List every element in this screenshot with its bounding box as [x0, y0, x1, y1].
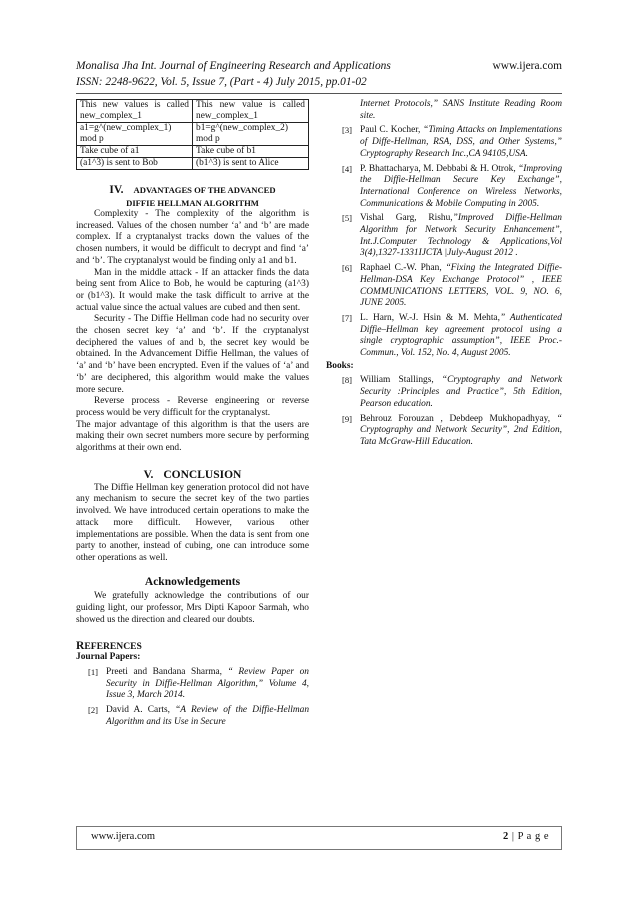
reference-item [330, 313, 562, 360]
reference-item [76, 705, 309, 728]
paragraph-reverse: Reverse process - Reverse engineering or reverse process would be very difficult for the cryptanalyst. [76, 396, 309, 418]
reference-item [330, 125, 562, 160]
paragraph-security: Security - The Diffie Hellman code had no security over the chosen secret key ‘a’ and ‘b’. If the cryptanalyst deciphered the values of and b, the secret key would be obtained. In the Advancement Diffie Hellman, the values of ‘a’ and ‘b’ have been encrypted. Even if the values of ‘a’ and ‘b’ are deciphered, this algorithm would make the values more secure. [76, 314, 309, 395]
reference-number: [3] [341, 125, 353, 136]
table-cell: (b1^3) is sent to Alice [193, 158, 309, 170]
page-number: 2 [503, 831, 509, 842]
key-table [76, 99, 309, 170]
table-cell: Take cube of a1 [77, 146, 193, 158]
reference-item [330, 263, 562, 310]
references-heading [76, 641, 309, 653]
section-5-heading [76, 469, 309, 481]
journal-site[interactable]: www.ijera.com [492, 60, 562, 72]
page-number-label [503, 831, 549, 842]
reference-continuation [330, 99, 562, 122]
reference-number: [8] [341, 375, 353, 386]
paragraph-advantage: The major advantage of this algorithm is that the users are making their own secret numbers more secure by performing algorithms at their own end. [76, 419, 309, 454]
reference-item [330, 375, 562, 410]
reference-continuation-text: Internet Protocols,” SANS Institute Reading Room site. [360, 99, 562, 121]
section-5-title: CONCLUSION [163, 468, 242, 481]
journal-name: Monalisa Jha Int. Journal of Engineering Research and Applications [76, 60, 391, 72]
reference-authors: Raphael C.-W. Phan, [360, 263, 446, 274]
acknowledgements-heading: Acknowledgements [144, 575, 241, 588]
paragraph-mitm: Man in the middle attack - If an attacker finds the data being sent from Alice to Bob, he would be capturing (a1^3) or (b1^3). It would make the task difficult to arrive at the actual value since the actual values are cubed and then sent. [76, 267, 309, 313]
reference-authors: P. Bhattacharya, M. Debbabi & H. Otrok, [360, 163, 519, 174]
table-cell: Take cube of b1 [193, 146, 309, 158]
reference-authors: Preeti and Bandana Sharma, [106, 666, 228, 677]
table-cell: a1=g^(new_complex_1) mod p [77, 123, 193, 146]
reference-number: [4] [341, 163, 353, 174]
issn-line: ISSN: 2248-9622, Vol. 5, Issue 7, (Part - 4) July 2015, pp.01-02 [76, 76, 367, 88]
section-5-number: V. [143, 468, 154, 481]
references-heading-cap: R [76, 639, 85, 652]
reference-authors: Vishal Garg, Rishu, [360, 213, 453, 224]
reference-item [330, 164, 562, 211]
page-header [76, 58, 562, 90]
footer-site[interactable]: www.ijera.com [91, 831, 156, 842]
reference-title: “Timing Attacks on Implementations of Diffe-Hellman, RSA, DSS, and Other Systems,” Cryptography Research Inc.,CA 94105,USA. [360, 125, 562, 159]
reference-number: [6] [341, 263, 353, 274]
table-row [77, 123, 309, 146]
reference-title: “Cryptography and Network Security :Principles and Practice”, 5th Edition, Pearson education. [360, 375, 562, 409]
reference-item [330, 414, 562, 449]
journal-papers-heading: Journal Papers: [76, 652, 141, 663]
section-4-title-b: DIFFIE HELLMAN ALGORITHM [126, 198, 259, 208]
reference-number: [9] [341, 413, 353, 424]
table-cell: (a1^3) is sent to Bob [77, 158, 193, 170]
page-footer [76, 826, 562, 850]
reference-number: [5] [341, 213, 353, 224]
reference-title: “A Review of the Diffie-Hellman Algorithm and its Use in Secure [106, 705, 310, 727]
reference-title: “ Cryptography and Network Security”, 2nd Edition, Tata McGraw-Hill Education. [360, 413, 562, 447]
paragraph-conclusion: The Diffie Hellman key generation protocol did not have any mechanism to secure the secret key of the two parties involved. We have introduced certain operations to make the attack more difficult. However, various other implementations are possible. When the data is sent from one party to another, instead of cubing, one can introduce some other operations as well. [76, 482, 309, 563]
page-label: | P a g e [508, 831, 549, 842]
right-column [326, 99, 562, 449]
reference-authors: David A. Carts, [106, 705, 176, 716]
table-row [77, 146, 309, 158]
section-4-title-a: ADVANTAGES OF THE ADVANCED [133, 185, 276, 195]
reference-number: [1] [87, 666, 99, 677]
reference-authors: Behrouz Forouzan , Debdeep Mukhopadhyay, [360, 413, 557, 424]
paragraph-complexity: Complexity - The complexity of the algorithm is increased. Values of the chosen number ‘a’ and ‘b’ are made complex. If a cryptanalyst tracks down the values of the chosen numbers, it would be difficult to decrypt and find ‘a’ and ‘b’. The cryptanalyst would be finding only a1 and b1. [76, 209, 309, 266]
reference-number: [2] [87, 705, 99, 716]
reference-title: “Improving the Diffie-Hellman Secure Key Exchange”, International Conference on Wireless Networks, Communications & Mobile Computing in 2005. [360, 163, 562, 209]
reference-title: ”Improved Diffie-Hellman Algorithm for Network Security Enhancement”, Int.J.Computer Technology & Applications,Vol 3(4),1327-1331IJCTA |July-August 2012 . [360, 213, 562, 259]
table-row [77, 158, 309, 170]
reference-title: “ Review Paper on Security in Diffie-Hellman Algorithm,” Volume 4, Issue 3, March 2014. [106, 666, 309, 701]
left-column [76, 99, 309, 728]
table-cell: This new values is called new_complex_1 [77, 100, 193, 123]
reference-title: “Fixing the Integrated Diffie-Hellman-DSA Key Exchange Protocol” , IEEE COMMUNICATIONS LETTERS, VOL. 9, NO. 6, JUNE 2005. [360, 263, 562, 309]
table-cell: This new value is called new_complex_1 [193, 100, 309, 123]
reference-item [76, 667, 309, 702]
references-heading-rest: EFERENCES [84, 640, 142, 652]
books-heading: Books: [326, 360, 354, 371]
header-divider [76, 93, 562, 94]
reference-number: [7] [341, 312, 353, 323]
reference-authors: William Stallings, [360, 375, 442, 386]
reference-authors: L. Harn, W.-J. Hsin & M. Mehta, [360, 312, 500, 323]
reference-authors: Paul C. Kocher, [360, 125, 424, 136]
reference-item [330, 213, 562, 260]
table-cell: b1=g^(new_complex_2) mod p [193, 123, 309, 146]
section-4-heading [76, 184, 309, 197]
section-4-number: IV. [109, 184, 124, 196]
reference-title: ” Authenticated Diffie–Hellman key agreement protocol using a single cryptographic assumption”, IEEE Proc.-Commun., Vol. 152, No. 4, August 2005. [360, 312, 562, 359]
paragraph-acknowledgements: We gratefully acknowledge the contributions of our guiding light, our professor, Mrs Dipti Kapoor Sarmah, who showed us the direction and cleared our doubts. [76, 591, 309, 625]
table-row [77, 100, 309, 123]
